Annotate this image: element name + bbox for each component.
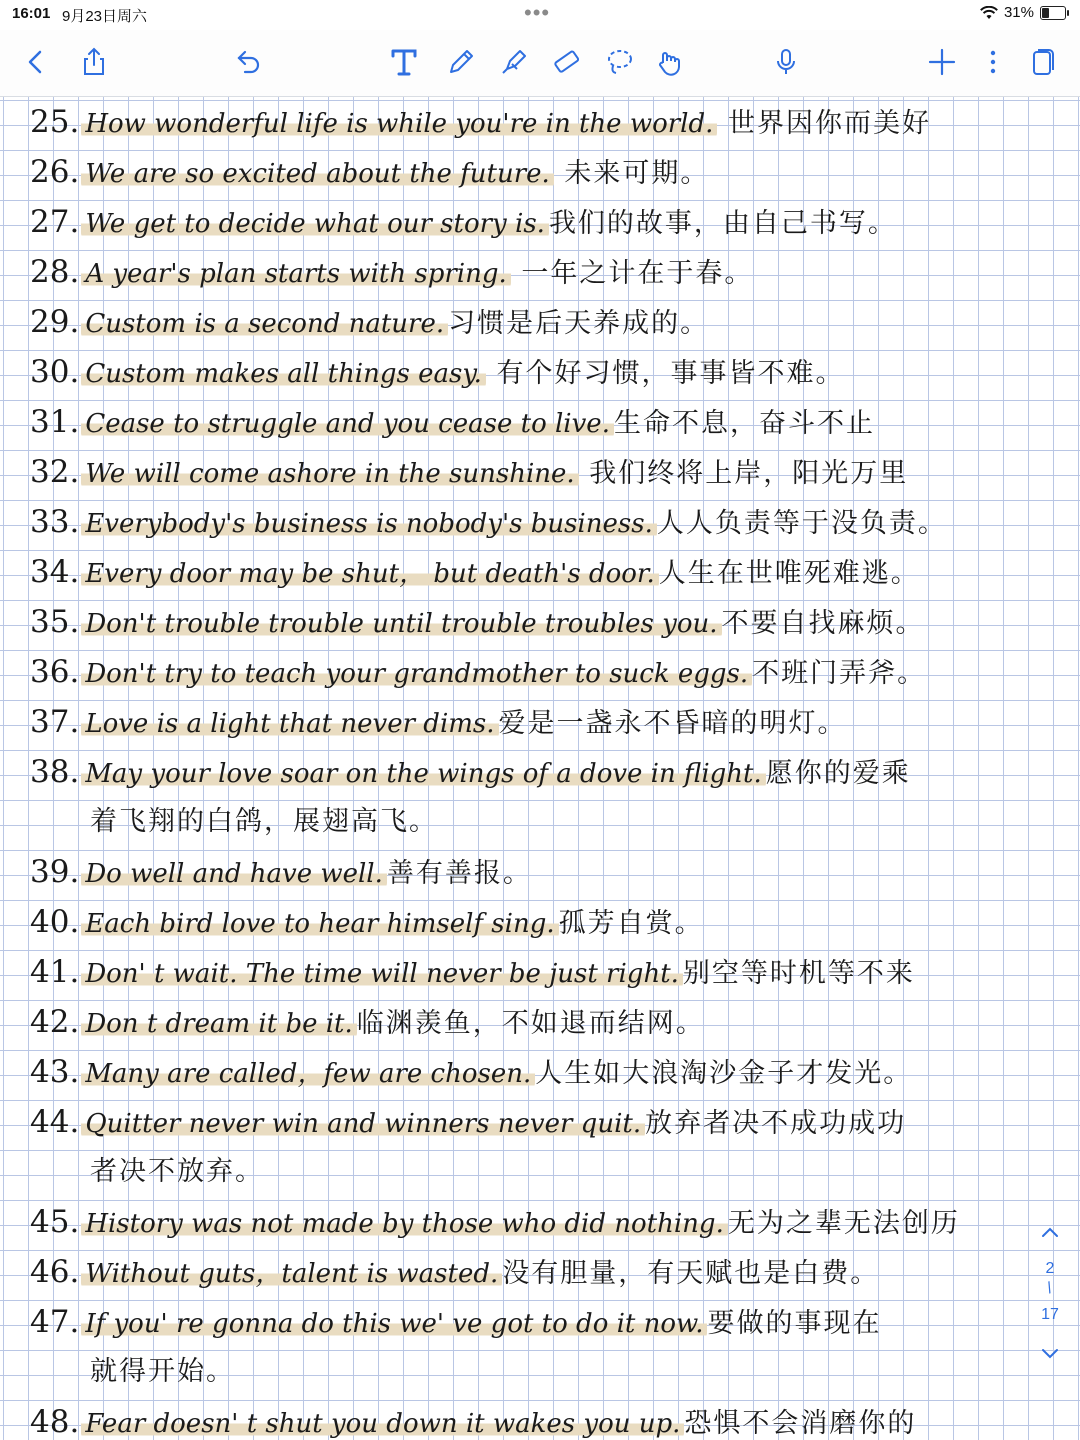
chinese-translation: 不要自找麻烦。 [721,608,925,639]
line-number: 34. [30,554,80,590]
chinese-translation: 世界因你而美好 [717,108,931,139]
chinese-translation: 临渊羡鱼，不如退而结网。 [356,1008,705,1039]
note-line-continuation [90,797,438,847]
highlighted-english-text: Don' t wait. The time will never be just right. [81,959,683,989]
note-line [30,447,908,497]
gesture-icon[interactable] [650,42,690,82]
toolbar [0,30,1080,97]
add-icon[interactable] [922,42,962,82]
chinese-translation: 人人负责等于没负责。 [656,508,947,539]
line-number: 45. [30,1204,80,1240]
highlighted-english-text: Do well and have well. [81,859,387,889]
chinese-translation: 放弃者决不成功成功 [645,1108,907,1139]
chinese-translation: 一年之计在于春。 [510,258,754,289]
battery-icon [1040,6,1066,20]
status-time: 16:01 [12,5,51,22]
highlighted-english-text: We will come ashore in the sunshine. [81,459,578,489]
note-line [30,647,926,697]
highlighted-english-text: Love is a light that never dims. [81,709,498,739]
eraser-icon[interactable] [546,42,586,82]
wifi-icon [980,6,998,20]
note-line [30,747,911,797]
note-line [30,547,920,597]
note-line [30,97,931,147]
line-number: 48. [30,1404,80,1440]
microphone-icon[interactable] [766,42,806,82]
line-number: 40. [30,904,80,940]
chinese-translation: 我们的故事，由自己书写。 [548,208,897,239]
note-line [30,847,532,897]
chinese-translation: 善有善报。 [386,858,532,889]
highlighted-english-text: Every door may be shut， but death's door. [81,559,658,589]
share-icon[interactable] [74,42,114,82]
battery-fill [1042,8,1049,18]
highlighted-english-text: If you' re gonna do this we' ve got to do it now. [81,1309,707,1339]
line-number: 29. [30,304,80,340]
line-number: 47. [30,1304,80,1340]
note-line [30,697,847,747]
line-number: 42. [30,1004,80,1040]
chinese-translation: 孤芳自赏。 [558,908,704,939]
line-number: 43. [30,1054,80,1090]
highlighter-icon[interactable] [494,42,534,82]
chinese-translation: 没有胆量，有天赋也是白费。 [502,1258,880,1289]
total-pages: 17 [1041,1306,1059,1323]
line-number: 25. [30,104,80,140]
highlighted-english-text: Each bird love to hear himself sing. [81,909,558,939]
highlighted-english-text: Without guts，talent is wasted. [81,1259,502,1289]
chinese-translation: 有个好习惯，事事皆不难。 [485,358,845,389]
line-number: 33. [30,504,80,540]
status-right [980,4,1066,21]
note-line [30,497,947,547]
page-up-icon[interactable] [1038,1222,1062,1242]
chinese-translation: 爱是一盏永不昏暗的明灯。 [498,708,847,739]
note-line-continuation [90,1147,264,1197]
note-line [30,997,705,1047]
line-number: 46. [30,1254,80,1290]
highlighted-english-text: Many are called，few are chosen. [81,1059,535,1089]
line-number: 27. [30,204,80,240]
highlighted-english-text: Everybody's business is nobody's business. [81,509,657,539]
note-line [30,347,844,397]
more-icon[interactable] [973,42,1013,82]
pen-icon[interactable] [441,42,481,82]
note-line [30,247,753,297]
note-line [30,897,704,947]
note-line [30,947,915,997]
chinese-translation: 恐惧不会消磨你的 [684,1408,917,1439]
note-line [30,147,709,197]
note-line [30,297,709,347]
chinese-translation: 就得开始。 [90,1356,235,1387]
highlighted-english-text: A year's plan starts with spring. [81,259,510,289]
chinese-translation: 人生在世唯死难逃。 [658,558,920,589]
chinese-translation: 无为之辈无法创历 [727,1208,960,1239]
note-page[interactable] [0,97,1080,1440]
line-number: 38. [30,754,80,790]
line-number: 28. [30,254,80,290]
note-line [30,597,925,647]
chinese-translation: 愿你的爱乘 [765,758,911,789]
chinese-translation: 我们终将上岸，阳光万里 [578,458,909,489]
line-number: 32. [30,454,80,490]
battery-percent: 31% [1003,4,1034,21]
chinese-translation: 别空等时机等不来 [682,958,915,989]
line-number: 39. [30,854,80,890]
line-number: 44. [30,1104,80,1140]
line-number: 31. [30,404,80,440]
page-indicator [1038,1222,1062,1372]
chinese-translation: 人生如大浪淘沙金子才发光。 [535,1058,913,1089]
status-date: 9月23日周六 [62,8,148,25]
status-bar [0,0,1080,30]
back-icon[interactable] [16,42,56,82]
highlighted-english-text: Don't trouble trouble until trouble troubles you. [81,609,721,639]
line-number: 41. [30,954,80,990]
note-line [30,1047,912,1097]
line-number: 35. [30,604,80,640]
pages-icon[interactable] [1023,42,1063,82]
highlighted-english-text: May your love soar on the wings of a dove in flight. [81,759,765,789]
highlighted-english-text: Fear doesn' t shut you down it wakes you up. [81,1409,684,1439]
highlighted-english-text: We get to decide what our story is. [81,209,549,239]
line-number: 36. [30,654,80,690]
undo-icon[interactable] [229,42,269,82]
note-line [30,1247,879,1297]
chinese-translation: 者决不放弃。 [90,1156,264,1187]
note-line [30,197,897,247]
chinese-translation: 着飞翔的白鸽，展翅高飞。 [90,806,438,837]
note-line [30,1297,881,1347]
chinese-translation: 生命不息，奋斗不止 [613,408,875,439]
line-number: 30. [30,354,80,390]
highlighted-english-text: Don t dream it be it. [81,1009,356,1039]
chinese-translation: 要做的事现在 [707,1308,882,1339]
chinese-translation: 不班门弄斧。 [752,658,927,689]
note-line [30,1197,960,1247]
line-number: 37. [30,704,80,740]
chinese-translation: 未来可期。 [553,158,710,189]
chinese-translation: 习惯是后天养成的。 [448,308,710,339]
highlighted-english-text: How wonderful life is while you're in the world. [81,109,717,139]
page-separator: / [1044,1279,1055,1298]
note-line [30,1397,916,1440]
highlighted-english-text: Custom is a second nature. [81,309,448,339]
note-line [30,1097,906,1147]
text-tool-icon[interactable] [384,42,424,82]
line-number: 26. [30,154,80,190]
highlighted-english-text: We are so excited about the future. [81,159,554,189]
multitasking-dots-icon[interactable]: ••• [524,0,551,25]
highlighted-english-text: Quitter never win and winners never quit. [81,1109,645,1139]
highlighted-english-text: Custom makes all things easy. [81,359,486,389]
note-line-continuation [90,1347,235,1397]
highlighted-english-text: History was not made by those who did nothing. [81,1209,728,1239]
highlighted-english-text: Cease to struggle and you cease to live. [81,409,614,439]
current-page: 2 [1045,1260,1055,1277]
note-line [30,397,875,447]
highlighted-english-text: Don't try to teach your grandmother to suck eggs. [81,659,752,689]
page-down-icon[interactable] [1038,1344,1062,1364]
lasso-icon[interactable] [599,42,639,82]
